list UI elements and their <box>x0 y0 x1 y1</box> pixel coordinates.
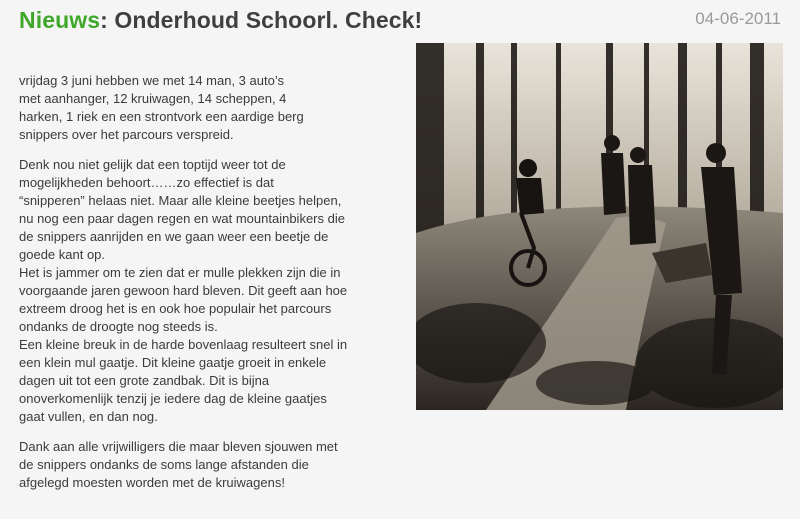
text-line: harken, 1 riek en een strontvork een aardige berg <box>19 109 304 124</box>
text-line: de snippers ondanks de soms lange afstanden die <box>19 457 309 472</box>
text-line: snippers over het parcours verspreid. <box>19 127 234 142</box>
paragraph-3 <box>19 438 401 492</box>
text-line: “snipperen” helaas niet. Maar alle kleine beetjes helpen, <box>19 193 342 208</box>
text-line: nu nog een paar dagen regen en wat mountainbikers die <box>19 211 345 226</box>
text-line: Dank aan alle vrijwilligers die maar bleven sjouwen met <box>19 439 338 454</box>
text-line: voorgaande jaren gewoon hard bleven. Dit geeft aan hoe <box>19 283 348 298</box>
text-line: de snippers aanrijden en we gaan weer een beetje de <box>19 229 329 244</box>
paragraph-1 <box>19 72 401 144</box>
title-text: : Onderhoud Schoorl. Check! <box>100 7 423 33</box>
article-date: 04-06-2011 <box>695 9 781 28</box>
text-line: afgelegd moesten worden met de kruiwagens! <box>19 475 285 490</box>
text-line: onoverkomenlijk tenzij je iedere dag de kleine gaatjes <box>19 391 327 406</box>
text-line: extreem droog het is en ook hoe populair het parcours <box>19 301 332 316</box>
article-photo[interactable] <box>416 43 783 410</box>
text-line: met aanhanger, 12 kruiwagen, 14 scheppen, 4 <box>19 91 287 106</box>
text-line: Het is jammer om te zien dat er mulle plekken zijn die in <box>19 265 341 280</box>
article-title <box>19 7 422 34</box>
category-label[interactable]: Nieuws <box>19 7 101 33</box>
article-body <box>19 72 401 504</box>
text-line: ondanks de droogte nog steeds is. <box>19 319 218 334</box>
forest-trail-photo <box>416 43 783 410</box>
text-line: vrijdag 3 juni hebben we met 14 man, 3 auto’s <box>19 73 284 88</box>
text-line: dagen uit tot een grote zandbak. Dit is bijna <box>19 373 270 388</box>
paragraph-2 <box>19 156 401 426</box>
text-line: een klein mul gaatje. Dit kleine gaatje groeit in enkele <box>19 355 327 370</box>
text-line: gaat vullen, en dan nog. <box>19 409 158 424</box>
text-line: mogelijkheden behoort……zo effectief is dat <box>19 175 274 190</box>
text-line: Een kleine breuk in de harde bovenlaag resulteert snel in <box>19 337 348 352</box>
text-line: goede kant op. <box>19 247 106 262</box>
text-line: Denk nou niet gelijk dat een toptijd weer tot de <box>19 157 286 172</box>
